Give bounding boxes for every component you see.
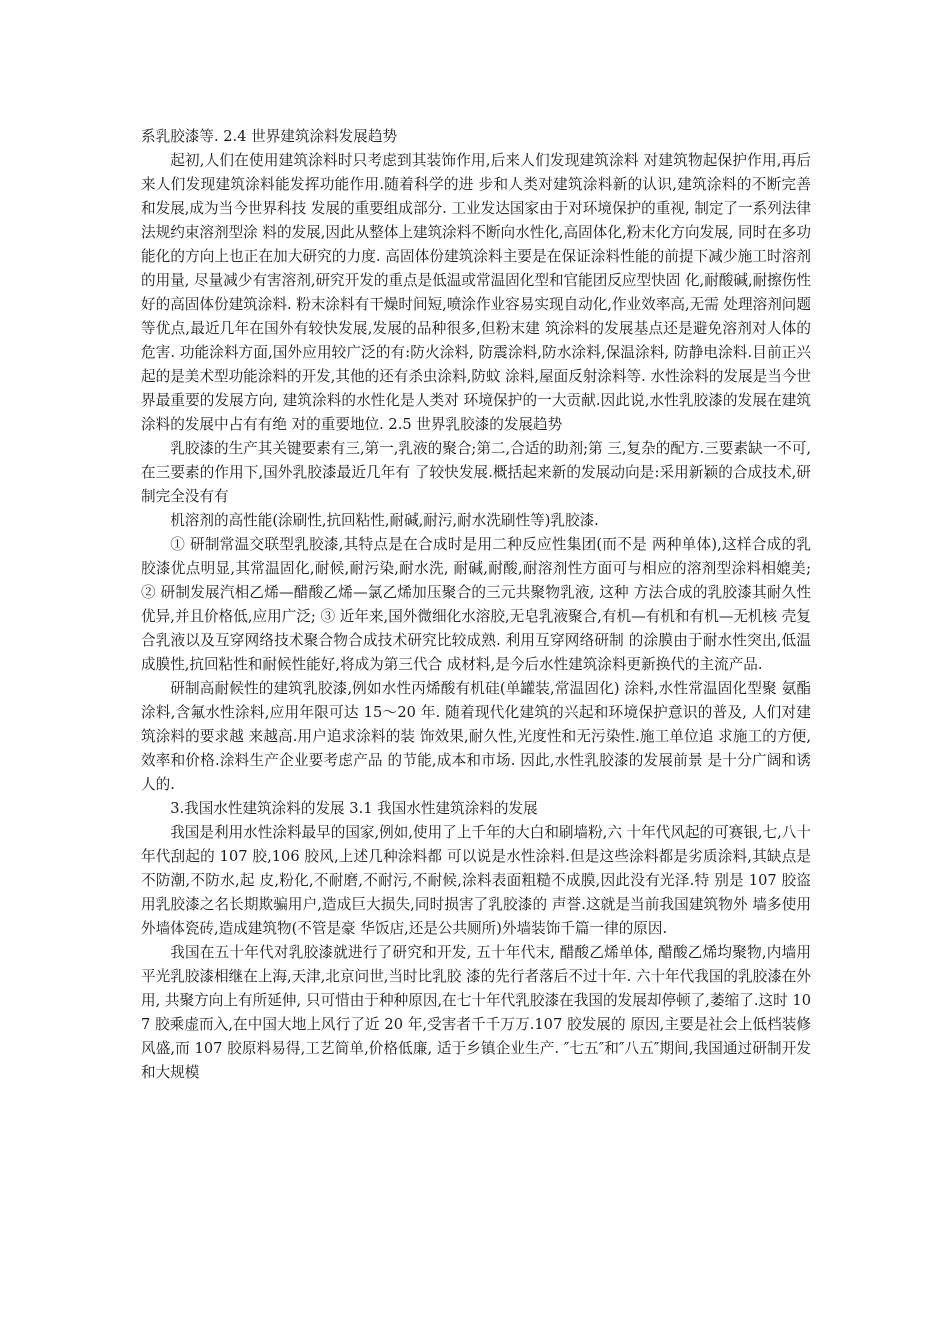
paragraph-latex-key-factors: 乳胶漆的生产其关键要素有三,第一,乳液的聚合;第二,合适的助剂;第 三,复杂的配方.三要素缺一不可,在三要素的作用下,国外乳胶漆最近几年有 了较快发展.概括起来新的发展动向是:采用新颖的合成技术,研制完全没有有 xyxy=(141,440,811,505)
paragraph-research-directions: ① 研制常温交联型乳胶漆,其特点是在合成时是用二种反应性集团(而不是 两种单体),这样合成的乳胶漆优点明显,其常温固化,耐候,耐污染,耐水洗, 耐碱,耐酸,耐溶剂性方面可与相应的溶剂型涂料相媲美; ② 研制发展汽相乙烯—醋酸乙烯—氯乙烯加压聚合的三元共聚物乳液, 这种 方法合成的乳胶漆其耐久性优异,并且价格低,应用广泛; ③ 近年来,国外微细化水溶胶,无皂乳液聚合,有机—有机和有机—无机核 壳复合乳液以及互穿网络技术聚合物合成技术研究比较成熟. 利用互穿网络研制 的涂膜由于耐水性突出,低温成膜性,抗回粘性和耐候性能好,将成为第三代合 成材料,是今后水性建筑涂料更新换代的主流产品. xyxy=(141,536,811,673)
document-page xyxy=(141,125,811,1085)
paragraph-section-heading-3: 3.我国水性建筑涂料的发展 3.1 我国水性建筑涂料的发展 xyxy=(170,800,538,817)
paragraph-latex-performance: 机溶剂的高性能(涂刷性,抗回粘性,耐碱,耐污,耐水洗刷性等)乳胶漆. xyxy=(170,512,599,529)
paragraph-china-history: 我国是利用水性涂料最早的国家,例如,使用了上千年的大白和刷墙粉,六 十年代风起的可赛银,七,八十年代刮起的 107 胶,106 胶风,上述几种涂料都 可以说是水性涂料.但是这些涂料都是劣质涂料,其缺点是不防潮,不防水,起 皮,粉化,不耐磨,不耐污,不耐候,涂料表面粗糙不成膜,因此没有光泽.特 别是 107 胶盗用乳胶漆之名长期欺骗用户,造成巨大损失,同时损害了乳胶漆的 声誉.这就是当前我国建筑物外 墙多使用外墙体瓷砖,造成建筑物(不管是豪 华饭店,还是公共厕所)外墙装饰千篇一律的原因. xyxy=(141,824,811,937)
paragraph-weather-resistant: 研制高耐候性的建筑乳胶漆,例如水性丙烯酸有机硅(单罐装,常温固化) 涂料,水性常温固化型聚 氨酯涂料,含氟水性涂料,应用年限可达 15～20 年. 随着现代化建筑的兴起和环境保护意识的普及, 人们对建筑涂料的要求越 来越高.用户追求涂料的装 饰效果,耐久性,光度性和无污染性.施工单位追 求施工的方便,效率和价格.涂料生产企业要考虑产品 的节能,成本和市场. 因此,水性乳胶漆的发展前景 是十分广阔和诱人的. xyxy=(141,680,811,793)
paragraph-china-latex-development: 我国在五十年代对乳胶漆就进行了研究和开发, 五十年代末, 醋酸乙烯单体, 醋酸乙烯均聚物,内墙用平光乳胶漆相继在上海,天津,北京问世,当时比乳胶 漆的先行者落后不过十年. 六十年代我国的乳胶漆在外用, 共聚方向上有所延伸, 只可惜由于种种原因,在七十年代乳胶漆在我国的发展却停顿了,萎缩了.这时 107 胶乘虚而入,在中国大地上风行了近 20 年,受害者千千万万.107 胶发展的 原因,主要是社会上低档装修风盛,而 107 胶原料易得,工艺简单,价格低廉, 适于乡镇企业生产. ″七五″和″八五″期间,我国通过研制开发和大规模 xyxy=(141,944,811,1081)
paragraph-section-heading-2-4: 系乳胶漆等. 2.4 世界建筑涂料发展趋势 xyxy=(141,128,398,145)
paragraph-trends-overview: 起初,人们在使用建筑涂料时只考虑到其装饰作用,后来人们发现建筑涂料 对建筑物起保护作用,再后来人们发现建筑涂料能发挥功能作用.随着科学的进 步和人类对建筑涂料新的认识,建筑涂料的不断完善和发展,成为当今世界科技 发展的重要组成部分. 工业发达国家由于对环境保护的重视, 制定了一系列法律法规约束溶剂型涂 料的发展,因此从整体上建筑涂料不断向水性化,高固体化,粉末化方向发展, 同时在多功能化的方向上也正在加大研究的力度. 高固体份建筑涂料主要是在保证涂料性能的前提下减少施工时溶剂的用量, 尽量减少有害溶剂,研究开发的重点是低温或常温固化型和官能团反应型快固 化,耐酸碱,耐擦伤性好的高固体份建筑涂料. 粉末涂料有干燥时间短,喷涂作业容易实现自动化,作业效率高,无需 处理溶剂问题等优点,最近几年在国外有较快发展,发展的品种很多,但粉末建 筑涂料的发展基点还是避免溶剂对人体的危害. 功能涂料方面,国外应用较广泛的有:防火涂料, 防震涂料,防水涂料,保温涂料, 防静电涂料.目前正兴起的是美术型功能涂料的开发,其他的还有杀虫涂料,防蚊 涂料,屋面反射涂料等. 水性涂料的发展是当今世界最重要的发展方向, 建筑涂料的水性化是人类对 环境保护的一大贡献.因此说,水性乳胶漆的发展在建筑涂料的发展中占有有绝 对的重要地位. 2.5 世界乳胶漆的发展趋势 xyxy=(141,152,811,433)
